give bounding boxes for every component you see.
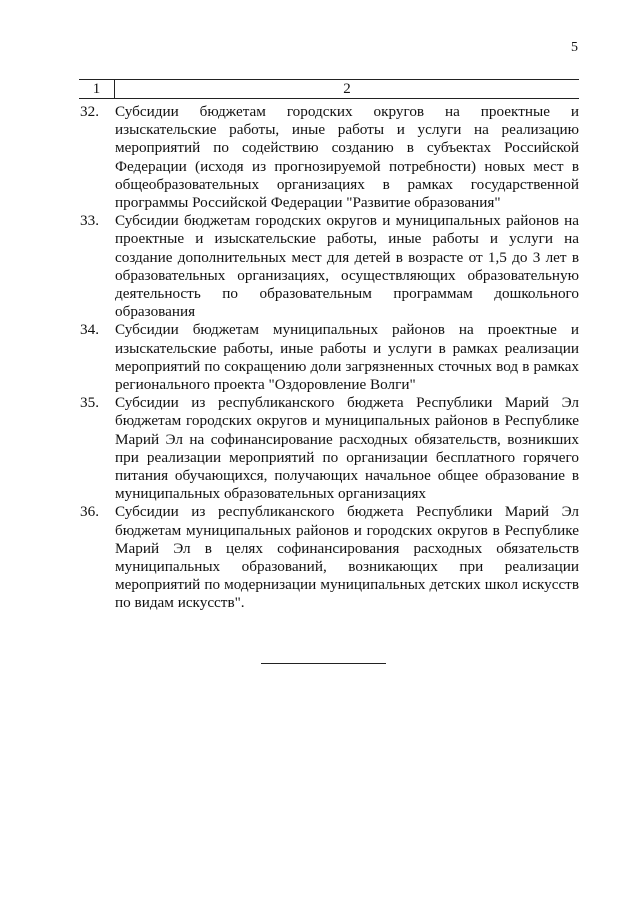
list-item xyxy=(79,503,579,612)
item-number: 36. xyxy=(80,503,99,521)
item-text: Субсидии из республиканского бюджета Республики Марий Эл бюджетам муниципальных районов и городских округов в Республике Марий Эл в целях софинансирования расходных обязательств муниципальных образований, возникающих при реализации мероприятий по модернизации муниципальных детских школ искусств по видам искусств". xyxy=(115,503,579,612)
column-2-header: 2 xyxy=(115,80,580,99)
item-number: 35. xyxy=(80,394,99,412)
subsidy-list xyxy=(79,103,579,613)
list-item xyxy=(79,394,579,503)
item-number: 32. xyxy=(80,103,99,120)
item-text: Субсидии из республиканского бюджета Республики Марий Эл бюджетам городских округов и муниципальных районов в Республике Марий Эл на софинансирование расходных обязательств, возникших при реализации мероприятий по организации бесплатного горячего питания обучающихся, получающих начальное общее образование в муниципальных образовательных организациях xyxy=(115,394,579,503)
item-number: 34. xyxy=(80,321,99,339)
end-divider-line xyxy=(261,663,386,664)
item-text: Субсидии бюджетам муниципальных районов на проектные и изыскательские работы, иные работы и услуги в рамках реализации мероприятий по сокращению доли загрязненных сточных вод в рамках регионального проекта "Оздоровление Волги" xyxy=(115,321,579,394)
list-item xyxy=(79,103,579,212)
item-number: 33. xyxy=(80,212,99,230)
item-text: Субсидии бюджетам городских округов и муниципальных районов на проектные и изыскательские работы, иные работы и услуги на создание дополнительных мест для детей в возрасте от 1,5 до 3 лет в образовательных организациях, осуществляющих образовательную деятельность по образовательным программам дошкольного образования xyxy=(115,212,579,321)
table-header xyxy=(79,79,579,99)
page-number: 5 xyxy=(571,40,578,55)
column-1-header: 1 xyxy=(79,80,115,99)
table-header-row xyxy=(79,80,579,99)
list-item xyxy=(79,321,579,394)
item-text: Субсидии бюджетам городских округов на проектные и изыскательские работы, иные работы и услуги на реализацию мероприятий по содействию созданию в субъектах Российской Федерации (исходя из прогнозируемой потребности) новых мест в общеобразовательных организациях в рамках государственной программы Российской Федерации "Развитие образования" xyxy=(115,103,579,212)
list-item xyxy=(79,212,579,321)
